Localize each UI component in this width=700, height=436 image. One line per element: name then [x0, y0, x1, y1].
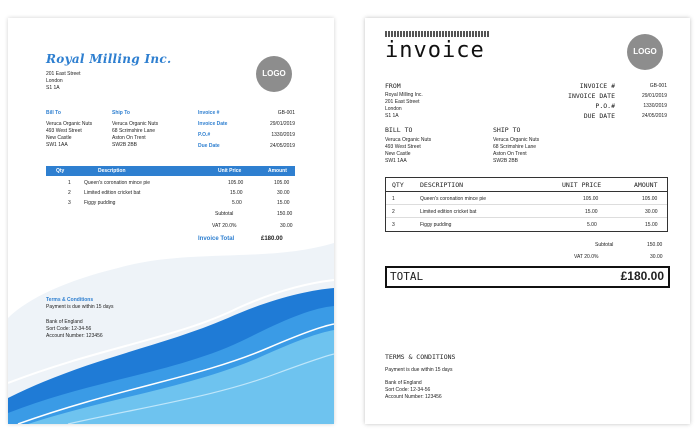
total-label: TOTAL: [390, 270, 424, 283]
total-value: £180.00: [261, 236, 283, 242]
table-row: 2 Limited edition cricket bat 15.00 30.00: [68, 190, 290, 196]
ship-to-block: Ship To Veruca Organic Nuts 68 Scrimshire Lane Aston On Trent SW2B 2BB: [112, 110, 159, 148]
col-header-description: DESCRIPTION: [420, 181, 464, 189]
bill-to-block: Bill To Veruca Organic Nuts 493 West Street New Castle SW1 1AA: [46, 110, 93, 148]
company-address: 201 East Street London S1 1A: [46, 71, 81, 91]
subtotal-label: Subtotal: [595, 242, 614, 248]
company-name: Royal Milling Inc.: [46, 52, 172, 66]
vat-label: VAT 20.0%: [574, 254, 599, 260]
invoice-meta: INVOICE # GB-001 INVOICE DATE 29/01/2019 P.O.# 1330/2019 DUE DATE 24/05/2019: [568, 82, 667, 120]
col-header-qty: QTY: [392, 181, 404, 189]
table-row: 3 Figgy pudding 5.00 15.00: [68, 200, 290, 206]
subtotal-label: Subtotal: [215, 211, 234, 217]
vat-value: 30.00: [280, 223, 293, 229]
blue-invoice-template: [8, 18, 334, 424]
from-block: FROM Royal Milling Inc. 201 East Street London S1 1A: [385, 82, 423, 119]
items-table-header: Qty Description Unit Price Amount: [46, 166, 295, 176]
logo-placeholder: LOGO: [256, 56, 292, 92]
subtotal-value: 150.00: [647, 242, 663, 248]
subtotal-value: 150.00: [277, 211, 293, 217]
col-header-unit-price: UNIT PRICE: [562, 181, 602, 189]
title-stripe-decoration: [385, 31, 489, 37]
col-header-amount: AMOUNT: [634, 181, 658, 189]
table-row: 1 Queen's coronation mince pie 105.00 105.00: [386, 192, 667, 205]
table-row: 2 Limited edition cricket bat 15.00 30.00: [386, 205, 667, 218]
invoice-meta: Invoice # GB-001 Invoice Date 29/01/2019 P.O.# 1330/2019 Due Date 24/05/2019: [198, 110, 295, 149]
bill-to-block: BILL TO Veruca Organic Nuts 493 West Street New Castle SW1 1AA: [385, 126, 432, 164]
ship-to-block: SHIP TO Veruca Organic Nuts 68 Scrimshire Lane Aston On Trent SW2B 2BB: [493, 126, 540, 164]
vat-value: 30.00: [650, 254, 663, 260]
total-value: £180.00: [620, 269, 664, 283]
total-label: Invoice Total: [198, 236, 235, 242]
items-table: [385, 177, 668, 232]
total-box: [385, 266, 670, 288]
table-row: 3 Figgy pudding 5.00 15.00: [392, 222, 658, 228]
invoice-title: invoice: [385, 38, 485, 63]
monochrome-invoice-template: [365, 18, 690, 424]
vat-label: VAT 20.0%: [212, 223, 237, 229]
table-row: 1 Queen's coronation mince pie 105.00 105.00: [68, 180, 290, 186]
terms-block: Terms & Conditions Payment is due within 15 days Bank of England Sort Code: 12-34-56 Account Number: 123456: [46, 297, 114, 339]
logo-placeholder: LOGO: [627, 34, 663, 70]
terms-block: TERMS & CONDITIONS Payment is due within 15 days Bank of England Sort Code: 12-34-56 Account Number: 123456: [385, 353, 456, 400]
